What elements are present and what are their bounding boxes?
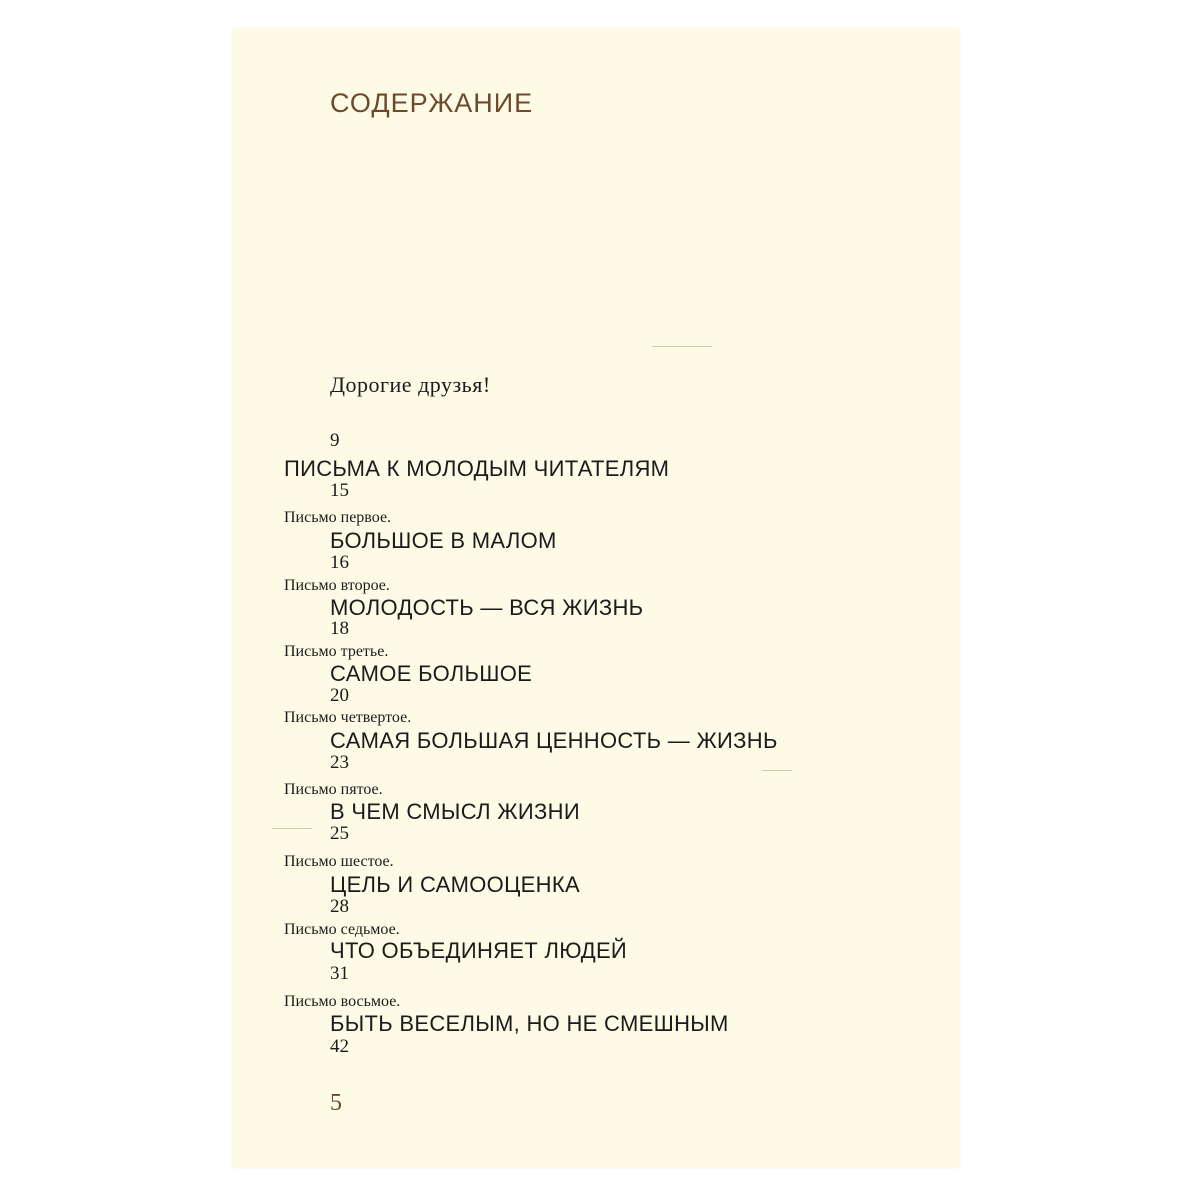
toc-page-number: 42 xyxy=(330,1036,349,1057)
paper-speck xyxy=(762,770,792,771)
folio-page-number: 5 xyxy=(330,1090,342,1116)
toc-letter-title: В ЧЕМ СМЫСЛ ЖИЗНИ xyxy=(330,799,580,824)
toc-letter-label: Письмо восьмое. xyxy=(284,993,401,1010)
toc-page-number: 9 xyxy=(330,430,340,451)
toc-page-number: 16 xyxy=(330,552,349,573)
toc-letter-label: Письмо четвертое. xyxy=(284,709,412,726)
toc-section-title: ПИСЬМА К МОЛОДЫМ ЧИТАТЕЛЯМ xyxy=(284,456,670,481)
toc-letter-label: Письмо шестое. xyxy=(284,853,394,870)
toc-page-number: 15 xyxy=(330,480,349,501)
toc-letter-label: Письмо второе. xyxy=(284,577,390,594)
toc-letter-label: Письмо седьмое. xyxy=(284,921,400,938)
paper-speck xyxy=(652,346,712,347)
toc-letter-label: Письмо третье. xyxy=(284,643,389,660)
toc-letter-title: САМАЯ БОЛЬШАЯ ЦЕННОСТЬ — ЖИЗНЬ xyxy=(330,728,778,753)
toc-letter-title: БЫТЬ ВЕСЕЛЫМ, НО НЕ СМЕШНЫМ xyxy=(330,1011,729,1036)
page-title: СОДЕРЖАНИЕ xyxy=(330,88,534,118)
paper-speck xyxy=(272,828,312,829)
toc-letter-title: ЧТО ОБЪЕДИНЯЕТ ЛЮДЕЙ xyxy=(330,938,628,963)
toc-letter-title: МОЛОДОСТЬ — ВСЯ ЖИЗНЬ xyxy=(330,595,644,620)
toc-page-number: 23 xyxy=(330,752,349,773)
toc-letter-label: Письмо пятое. xyxy=(284,781,383,798)
book-page xyxy=(232,28,960,1168)
toc-page-number: 18 xyxy=(330,618,349,639)
toc-page-number: 20 xyxy=(330,685,349,706)
toc-page-number: 31 xyxy=(330,963,349,984)
toc-page-number: 25 xyxy=(330,823,349,844)
toc-letter-label: Письмо первое. xyxy=(284,509,392,526)
toc-letter-title: ЦЕЛЬ И САМООЦЕНКА xyxy=(330,872,580,897)
toc-entry-greeting: Дорогие друзья! xyxy=(330,372,491,397)
toc-letter-title: САМОЕ БОЛЬШОЕ xyxy=(330,661,533,686)
toc-letter-title: БОЛЬШОЕ В МАЛОМ xyxy=(330,528,557,553)
toc-page-number: 28 xyxy=(330,896,349,917)
